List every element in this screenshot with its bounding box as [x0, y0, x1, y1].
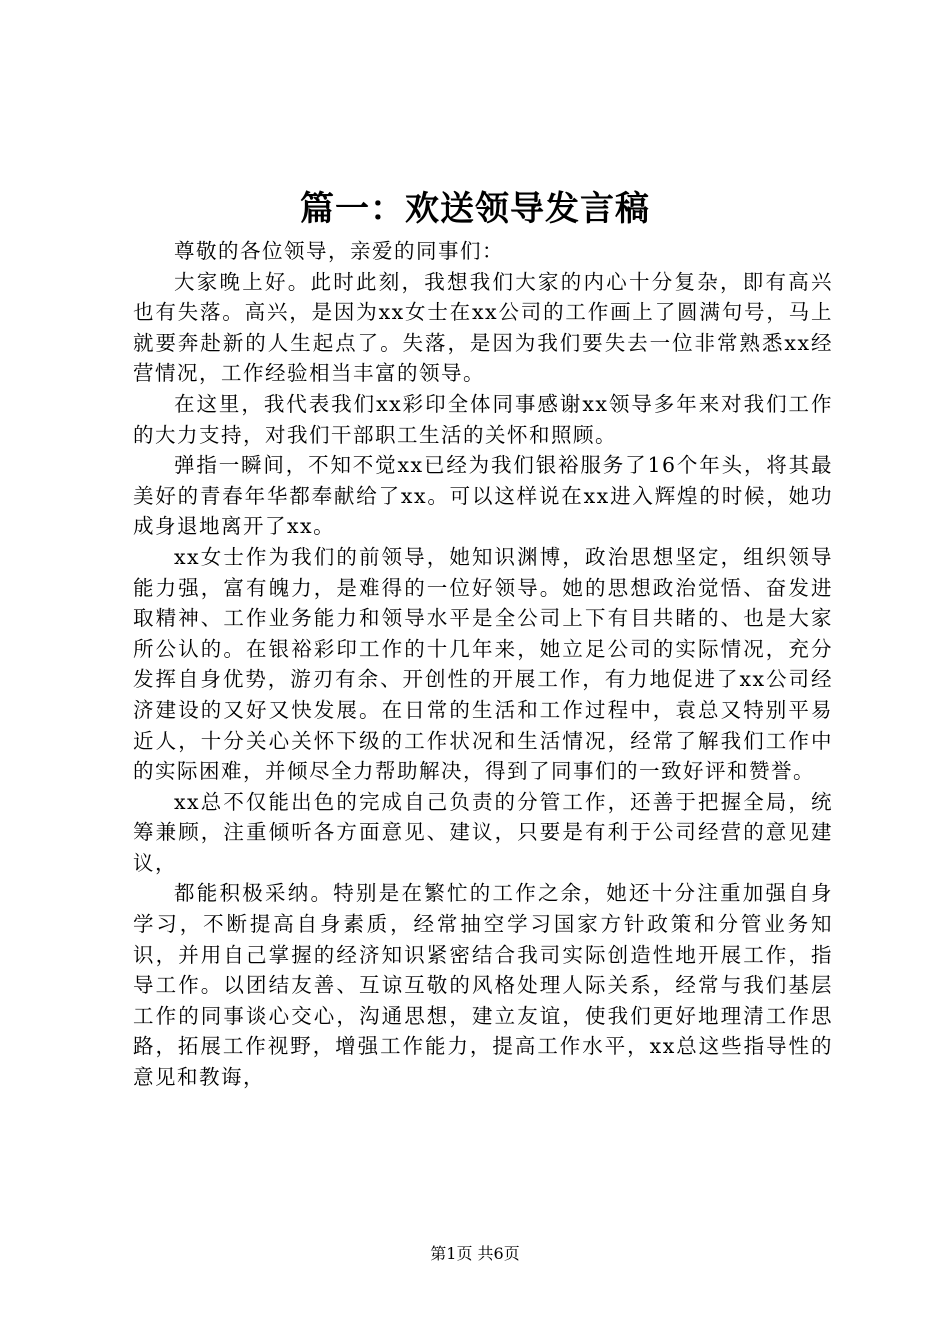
body-paragraph: 弹指一瞬间，不知不觉xx已经为我们银裕服务了16个年头，将其最美好的青春年华都奉献给了xx。可以这样说在xx进入辉煌的时候，她功成身退地离开了xx。 [133, 453, 833, 539]
page-number-footer: 第1页 共6页 [430, 1244, 520, 1263]
body-paragraph: 都能积极采纳。特别是在繁忙的工作之余，她还十分注重加强自身学习，不断提高自身素质，经常抽空学习国家方针政策和分管业务知识，并用自己掌握的经济知识紧密结合我司实际创造性地开展工作，指导工作。以团结友善、互谅互敬的风格处理人际关系，经常与我们基层工作的同事谈心交心，沟通思想，建立友谊，使我们更好地理清工作思路，拓展工作视野，增强工作能力，提高工作水平，xx总这些指导性的意见和教诲， [133, 881, 833, 1090]
body-paragraph: xx女士作为我们的前领导，她知识渊博，政治思想坚定，组织领导能力强，富有魄力，是难得的一位好领导。她的思想政治觉悟、奋发进取精神、工作业务能力和领导水平是全公司上下有目共睹的、也是大家所公认的。在银裕彩印工作的十几年来，她立足公司的实际情况，充分发挥自身优势，游刃有余、开创性的开展工作，有力地促进了xx公司经济建设的又好又快发展。在日常的生活和工作过程中，袁总又特别平易近人，十分关心关怀下级的工作状况和生活情况，经常了解我们工作中的实际困难，并倾尽全力帮助解决，得到了同事们的一致好评和赞誉。 [133, 544, 833, 784]
body-paragraph: 在这里，我代表我们xx彩印全体同事感谢xx领导多年来对我们工作的大力支持，对我们干部职工生活的关怀和照顾。 [133, 391, 833, 447]
body-paragraph: 大家晚上好。此时此刻，我想我们大家的内心十分复杂，即有高兴也有失落。高兴，是因为xx女士在xx公司的工作画上了圆满句号，马上就要奔赴新的人生起点了。失落，是因为我们要失去一位非常熟悉xx经营情况，工作经验相当丰富的领导。 [133, 269, 833, 386]
document-body [133, 236, 833, 1093]
greeting-paragraph: 尊敬的各位领导，亲爱的同事们： [174, 239, 504, 263]
body-paragraph: xx总不仅能出色的完成自己负责的分管工作，还善于把握全局，统筹兼顾，注重倾听各方面意见、建议，只要是有利于公司经营的意见建议， [133, 789, 833, 875]
document-title: 篇一：欢送领导发言稿 [300, 189, 650, 229]
